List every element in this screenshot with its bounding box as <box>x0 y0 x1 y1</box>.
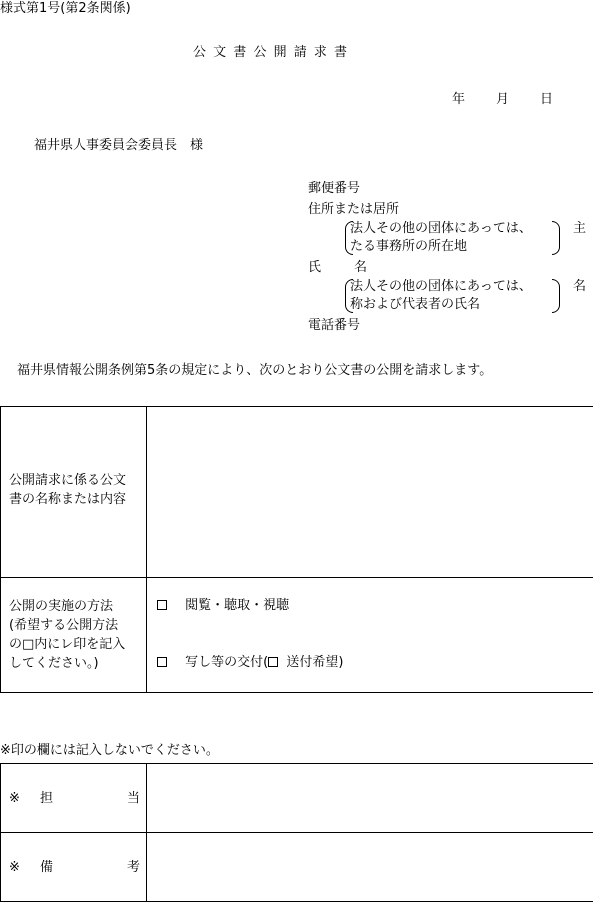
name-note-line2: 称および代表者の氏名 <box>350 297 481 312</box>
name-label-part1: 氏 <box>308 260 322 275</box>
viewing-option-label: 閲覧・聴取・視聴 <box>185 598 290 613</box>
document-name-label-line2: 書の名称または内容 <box>9 492 127 507</box>
phone-label: 電話番号 <box>308 318 361 333</box>
name-label-part2: 名 <box>354 260 368 275</box>
asterisk-mark: ※ <box>9 791 20 806</box>
request-table <box>0 406 593 693</box>
copy-delivery-option-label: 写し等の交付( <box>185 655 269 670</box>
staff-label-cell <box>1 764 147 833</box>
remarks-label-part2: 考 <box>127 860 141 875</box>
address-note-suffix: 主 <box>573 221 587 236</box>
disclosure-method-label-cell <box>1 578 147 693</box>
disclosure-method-label-line2: (希望する公開方法 <box>9 618 119 633</box>
disclosure-method-options-cell <box>147 578 593 693</box>
document-name-label-line1: 公開請求に係る公文 <box>9 473 127 488</box>
remarks-label-cell <box>1 833 147 902</box>
right-paren <box>552 221 560 255</box>
mail-request-label: 送付希望) <box>286 655 344 670</box>
staff-label-part2: 当 <box>127 791 141 806</box>
right-paren <box>552 279 560 313</box>
remarks-label-part1: 備 <box>40 860 54 875</box>
address-label: 住所または居所 <box>308 202 400 217</box>
disclosure-method-label-line3: の□内にレ印を記入 <box>9 637 126 652</box>
address-note-line2: たる事務所の所在地 <box>350 239 468 254</box>
viewing-checkbox[interactable] <box>157 600 167 610</box>
disclosure-method-label-line4: してください。) <box>9 656 99 671</box>
mail-request-checkbox[interactable] <box>268 657 278 667</box>
date-month-label: 月 <box>496 92 510 107</box>
remarks-field <box>147 833 593 902</box>
address-note-line1: 法人その他の団体にあっては、 <box>350 221 532 236</box>
office-use-table <box>0 763 593 902</box>
name-note-suffix: 名 <box>573 279 587 294</box>
form-number: 様式第1号(第2条関係) <box>0 1 131 16</box>
staff-field <box>147 764 593 833</box>
office-use-note: ※印の欄には記入しないでください。 <box>0 743 219 758</box>
document-name-field[interactable] <box>147 407 593 578</box>
asterisk-mark: ※ <box>9 860 20 875</box>
date-year-label: 年 <box>452 92 466 107</box>
staff-label-part1: 担 <box>40 791 54 806</box>
date-day-label: 日 <box>540 92 554 107</box>
document-title: 公文書公開請求書 <box>193 45 355 60</box>
disclosure-method-label-line1: 公開の実施の方法 <box>9 599 114 614</box>
document-name-label-cell <box>1 407 147 578</box>
name-note-line1: 法人その他の団体にあっては、 <box>350 279 532 294</box>
intro-text: 福井県情報公開条例第5条の規定により、次のとおり公文書の公開を請求します。 <box>17 363 493 378</box>
postal-code-label: 郵便番号 <box>308 181 361 196</box>
copy-delivery-checkbox[interactable] <box>157 657 167 667</box>
addressee: 福井県人事委員会委員長 様 <box>34 138 204 153</box>
